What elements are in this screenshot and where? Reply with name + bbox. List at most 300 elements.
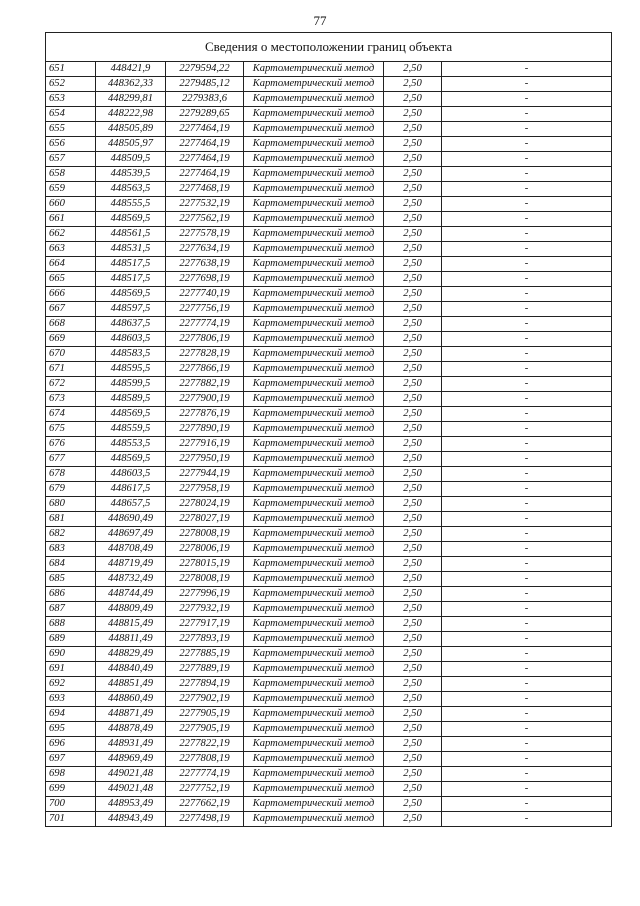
point-number-cell: 698 [46,767,96,782]
method-cell: Картометрический метод [244,347,384,362]
x-coordinate-cell: 448690,49 [96,512,166,527]
x-coordinate-cell: 448299,81 [96,92,166,107]
point-number-cell: 670 [46,347,96,362]
accuracy-cell: 2,50 [384,332,442,347]
accuracy-cell: 2,50 [384,182,442,197]
table-row [46,287,612,302]
point-number-cell: 654 [46,107,96,122]
y-coordinate-cell: 2278006,19 [166,542,244,557]
y-coordinate-cell: 2277464,19 [166,167,244,182]
point-number-cell: 666 [46,287,96,302]
y-coordinate-cell: 2278024,19 [166,497,244,512]
table-row [46,527,612,542]
x-coordinate-cell: 448517,5 [96,257,166,272]
point-number-cell: 693 [46,692,96,707]
method-cell: Картометрический метод [244,662,384,677]
table-row [46,62,612,77]
y-coordinate-cell: 2277917,19 [166,617,244,632]
point-number-cell: 697 [46,752,96,767]
x-coordinate-cell: 448815,49 [96,617,166,632]
table-row [46,167,612,182]
method-cell: Картометрический метод [244,422,384,437]
x-coordinate-cell: 448871,49 [96,707,166,722]
x-coordinate-cell: 448809,49 [96,602,166,617]
x-coordinate-cell: 448878,49 [96,722,166,737]
description-cell: - [442,317,612,332]
description-cell: - [442,212,612,227]
method-cell: Картометрический метод [244,317,384,332]
point-number-cell: 696 [46,737,96,752]
x-coordinate-cell: 448555,5 [96,197,166,212]
accuracy-cell: 2,50 [384,632,442,647]
x-coordinate-cell: 448421,9 [96,62,166,77]
y-coordinate-cell: 2277885,19 [166,647,244,662]
description-cell: - [442,647,612,662]
point-number-cell: 661 [46,212,96,227]
method-cell: Картометрический метод [244,542,384,557]
point-number-cell: 653 [46,92,96,107]
description-cell: - [442,332,612,347]
y-coordinate-cell: 2277578,19 [166,227,244,242]
table-row [46,752,612,767]
table-row [46,152,612,167]
x-coordinate-cell: 448509,5 [96,152,166,167]
accuracy-cell: 2,50 [384,452,442,467]
table-row [46,407,612,422]
description-cell: - [442,437,612,452]
description-cell: - [442,77,612,92]
y-coordinate-cell: 2277882,19 [166,377,244,392]
x-coordinate-cell: 448563,5 [96,182,166,197]
accuracy-cell: 2,50 [384,782,442,797]
method-cell: Картометрический метод [244,122,384,137]
x-coordinate-cell: 448583,5 [96,347,166,362]
method-cell: Картометрический метод [244,572,384,587]
table-row [46,197,612,212]
accuracy-cell: 2,50 [384,542,442,557]
x-coordinate-cell: 448860,49 [96,692,166,707]
table-row [46,242,612,257]
accuracy-cell: 2,50 [384,722,442,737]
method-cell: Картометрический метод [244,752,384,767]
description-cell: - [442,737,612,752]
x-coordinate-cell: 448569,5 [96,212,166,227]
point-number-cell: 682 [46,527,96,542]
table-row [46,212,612,227]
x-coordinate-cell: 448697,49 [96,527,166,542]
description-cell: - [442,527,612,542]
y-coordinate-cell: 2277756,19 [166,302,244,317]
y-coordinate-cell: 2277894,19 [166,677,244,692]
y-coordinate-cell: 2277822,19 [166,737,244,752]
method-cell: Картометрический метод [244,482,384,497]
point-number-cell: 663 [46,242,96,257]
x-coordinate-cell: 449021,48 [96,767,166,782]
y-coordinate-cell: 2277932,19 [166,602,244,617]
method-cell: Картометрический метод [244,287,384,302]
accuracy-cell: 2,50 [384,212,442,227]
table-row [46,692,612,707]
table-row [46,737,612,752]
method-cell: Картометрический метод [244,212,384,227]
method-cell: Картометрический метод [244,677,384,692]
description-cell: - [442,482,612,497]
x-coordinate-cell: 448505,89 [96,122,166,137]
description-cell: - [442,422,612,437]
y-coordinate-cell: 2277806,19 [166,332,244,347]
y-coordinate-cell: 2278008,19 [166,527,244,542]
accuracy-cell: 2,50 [384,812,442,827]
y-coordinate-cell: 2277893,19 [166,632,244,647]
table-row [46,767,612,782]
accuracy-cell: 2,50 [384,122,442,137]
point-number-cell: 691 [46,662,96,677]
method-cell: Картометрический метод [244,302,384,317]
point-number-cell: 679 [46,482,96,497]
point-number-cell: 692 [46,677,96,692]
point-number-cell: 695 [46,722,96,737]
page-number: 77 [313,13,327,28]
description-cell: - [442,677,612,692]
point-number-cell: 689 [46,632,96,647]
point-number-cell: 660 [46,197,96,212]
y-coordinate-cell: 2277890,19 [166,422,244,437]
description-cell: - [442,152,612,167]
accuracy-cell: 2,50 [384,437,442,452]
y-coordinate-cell: 2277944,19 [166,467,244,482]
description-cell: - [442,722,612,737]
y-coordinate-cell: 2277905,19 [166,707,244,722]
y-coordinate-cell: 2277752,19 [166,782,244,797]
method-cell: Картометрический метод [244,527,384,542]
point-number-cell: 665 [46,272,96,287]
method-cell: Картометрический метод [244,92,384,107]
accuracy-cell: 2,50 [384,227,442,242]
y-coordinate-cell: 2277808,19 [166,752,244,767]
table-row [46,707,612,722]
x-coordinate-cell: 448969,49 [96,752,166,767]
description-cell: - [442,512,612,527]
point-number-cell: 657 [46,152,96,167]
method-cell: Картометрический метод [244,782,384,797]
table-row [46,422,612,437]
x-coordinate-cell: 448953,49 [96,797,166,812]
point-number-cell: 685 [46,572,96,587]
accuracy-cell: 2,50 [384,692,442,707]
description-cell: - [442,257,612,272]
description-cell: - [442,692,612,707]
accuracy-cell: 2,50 [384,197,442,212]
accuracy-cell: 2,50 [384,752,442,767]
method-cell: Картометрический метод [244,407,384,422]
description-cell: - [442,392,612,407]
accuracy-cell: 2,50 [384,512,442,527]
point-number-cell: 677 [46,452,96,467]
table-row [46,302,612,317]
table-row [46,572,612,587]
method-cell: Картометрический метод [244,512,384,527]
accuracy-cell: 2,50 [384,737,442,752]
description-cell: - [442,572,612,587]
point-number-cell: 681 [46,512,96,527]
accuracy-cell: 2,50 [384,137,442,152]
y-coordinate-cell: 2277889,19 [166,662,244,677]
y-coordinate-cell: 2277562,19 [166,212,244,227]
description-cell: - [442,62,612,77]
method-cell: Картометрический метод [244,797,384,812]
method-cell: Картометрический метод [244,77,384,92]
method-cell: Картометрический метод [244,227,384,242]
accuracy-cell: 2,50 [384,167,442,182]
x-coordinate-cell: 448517,5 [96,272,166,287]
description-cell: - [442,452,612,467]
point-number-cell: 655 [46,122,96,137]
table-row [46,497,612,512]
description-cell: - [442,227,612,242]
method-cell: Картометрический метод [244,587,384,602]
y-coordinate-cell: 2277464,19 [166,152,244,167]
accuracy-cell: 2,50 [384,77,442,92]
accuracy-cell: 2,50 [384,797,442,812]
y-coordinate-cell: 2279594,22 [166,62,244,77]
y-coordinate-cell: 2277996,19 [166,587,244,602]
x-coordinate-cell: 448569,5 [96,407,166,422]
y-coordinate-cell: 2278015,19 [166,557,244,572]
table-row [46,557,612,572]
x-coordinate-cell: 448617,5 [96,482,166,497]
table-row [46,437,612,452]
table-row [46,77,612,92]
method-cell: Картометрический метод [244,377,384,392]
point-number-cell: 694 [46,707,96,722]
point-number-cell: 678 [46,467,96,482]
table-row [46,797,612,812]
x-coordinate-cell: 448829,49 [96,647,166,662]
method-cell: Картометрический метод [244,767,384,782]
point-number-cell: 671 [46,362,96,377]
point-number-cell: 674 [46,407,96,422]
method-cell: Картометрический метод [244,467,384,482]
method-cell: Картометрический метод [244,647,384,662]
table-row [46,182,612,197]
y-coordinate-cell: 2277634,19 [166,242,244,257]
accuracy-cell: 2,50 [384,482,442,497]
point-number-cell: 656 [46,137,96,152]
y-coordinate-cell: 2277866,19 [166,362,244,377]
y-coordinate-cell: 2277740,19 [166,287,244,302]
method-cell: Картометрический метод [244,437,384,452]
x-coordinate-cell: 448362,33 [96,77,166,92]
point-number-cell: 658 [46,167,96,182]
x-coordinate-cell: 448553,5 [96,437,166,452]
accuracy-cell: 2,50 [384,497,442,512]
x-coordinate-cell: 448840,49 [96,662,166,677]
x-coordinate-cell: 449021,48 [96,782,166,797]
point-number-cell: 659 [46,182,96,197]
description-cell: - [442,107,612,122]
x-coordinate-cell: 448851,49 [96,677,166,692]
y-coordinate-cell: 2277774,19 [166,317,244,332]
accuracy-cell: 2,50 [384,647,442,662]
accuracy-cell: 2,50 [384,92,442,107]
y-coordinate-cell: 2277638,19 [166,257,244,272]
table-title: Сведения о местоположении границ объекта [46,33,612,62]
x-coordinate-cell: 448505,97 [96,137,166,152]
accuracy-cell: 2,50 [384,392,442,407]
y-coordinate-cell: 2277698,19 [166,272,244,287]
y-coordinate-cell: 2279485,12 [166,77,244,92]
description-cell: - [442,347,612,362]
x-coordinate-cell: 448569,5 [96,452,166,467]
table-row [46,257,612,272]
point-number-cell: 686 [46,587,96,602]
point-number-cell: 676 [46,437,96,452]
description-cell: - [442,122,612,137]
table-row [46,467,612,482]
table-row [46,332,612,347]
table-title-row [46,33,612,62]
description-cell: - [442,92,612,107]
x-coordinate-cell: 448708,49 [96,542,166,557]
table-row [46,137,612,152]
accuracy-cell: 2,50 [384,767,442,782]
table-row [46,647,612,662]
table-row [46,272,612,287]
y-coordinate-cell: 2277498,19 [166,812,244,827]
point-number-cell: 667 [46,302,96,317]
description-cell: - [442,662,612,677]
method-cell: Картометрический метод [244,182,384,197]
table-row [46,677,612,692]
table-row [46,782,612,797]
table-body [46,33,612,827]
description-cell: - [442,707,612,722]
point-number-cell: 687 [46,602,96,617]
description-cell: - [442,197,612,212]
x-coordinate-cell: 448531,5 [96,242,166,257]
x-coordinate-cell: 448595,5 [96,362,166,377]
y-coordinate-cell: 2277950,19 [166,452,244,467]
method-cell: Картометрический метод [244,137,384,152]
accuracy-cell: 2,50 [384,62,442,77]
description-cell: - [442,812,612,827]
accuracy-cell: 2,50 [384,422,442,437]
point-number-cell: 690 [46,647,96,662]
x-coordinate-cell: 448931,49 [96,737,166,752]
method-cell: Картометрический метод [244,707,384,722]
accuracy-cell: 2,50 [384,572,442,587]
y-coordinate-cell: 2277876,19 [166,407,244,422]
description-cell: - [442,467,612,482]
description-cell: - [442,617,612,632]
method-cell: Картометрический метод [244,452,384,467]
point-number-cell: 669 [46,332,96,347]
table-row [46,722,612,737]
description-cell: - [442,752,612,767]
point-number-cell: 684 [46,557,96,572]
table-row [46,542,612,557]
x-coordinate-cell: 448597,5 [96,302,166,317]
y-coordinate-cell: 2277900,19 [166,392,244,407]
point-number-cell: 688 [46,617,96,632]
y-coordinate-cell: 2277828,19 [166,347,244,362]
point-number-cell: 664 [46,257,96,272]
y-coordinate-cell: 2277464,19 [166,122,244,137]
table-row [46,92,612,107]
method-cell: Картометрический метод [244,197,384,212]
y-coordinate-cell: 2277532,19 [166,197,244,212]
x-coordinate-cell: 448744,49 [96,587,166,602]
accuracy-cell: 2,50 [384,617,442,632]
x-coordinate-cell: 448222,98 [96,107,166,122]
table-row [46,512,612,527]
x-coordinate-cell: 448943,49 [96,812,166,827]
y-coordinate-cell: 2277774,19 [166,767,244,782]
method-cell: Картометрический метод [244,632,384,647]
point-number-cell: 662 [46,227,96,242]
accuracy-cell: 2,50 [384,377,442,392]
table-row [46,377,612,392]
table-row [46,452,612,467]
y-coordinate-cell: 2277958,19 [166,482,244,497]
method-cell: Картометрический метод [244,392,384,407]
x-coordinate-cell: 448561,5 [96,227,166,242]
method-cell: Картометрический метод [244,557,384,572]
y-coordinate-cell: 2277662,19 [166,797,244,812]
boundary-coordinates-table [45,32,612,827]
description-cell: - [442,362,612,377]
description-cell: - [442,557,612,572]
method-cell: Картометрический метод [244,602,384,617]
table-row [46,602,612,617]
description-cell: - [442,182,612,197]
accuracy-cell: 2,50 [384,257,442,272]
accuracy-cell: 2,50 [384,602,442,617]
description-cell: - [442,497,612,512]
method-cell: Картометрический метод [244,722,384,737]
accuracy-cell: 2,50 [384,317,442,332]
method-cell: Картометрический метод [244,242,384,257]
description-cell: - [442,767,612,782]
method-cell: Картометрический метод [244,167,384,182]
accuracy-cell: 2,50 [384,407,442,422]
description-cell: - [442,542,612,557]
table-row [46,227,612,242]
x-coordinate-cell: 448599,5 [96,377,166,392]
point-number-cell: 673 [46,392,96,407]
table-row [46,392,612,407]
method-cell: Картометрический метод [244,617,384,632]
description-cell: - [442,242,612,257]
point-number-cell: 675 [46,422,96,437]
table-row [46,812,612,827]
y-coordinate-cell: 2277902,19 [166,692,244,707]
method-cell: Картометрический метод [244,272,384,287]
point-number-cell: 700 [46,797,96,812]
x-coordinate-cell: 448637,5 [96,317,166,332]
y-coordinate-cell: 2278027,19 [166,512,244,527]
x-coordinate-cell: 448732,49 [96,572,166,587]
method-cell: Картометрический метод [244,812,384,827]
point-number-cell: 699 [46,782,96,797]
y-coordinate-cell: 2277916,19 [166,437,244,452]
description-cell: - [442,632,612,647]
y-coordinate-cell: 2277905,19 [166,722,244,737]
method-cell: Картометрический метод [244,152,384,167]
table-row [46,632,612,647]
x-coordinate-cell: 448811,49 [96,632,166,647]
method-cell: Картометрический метод [244,692,384,707]
